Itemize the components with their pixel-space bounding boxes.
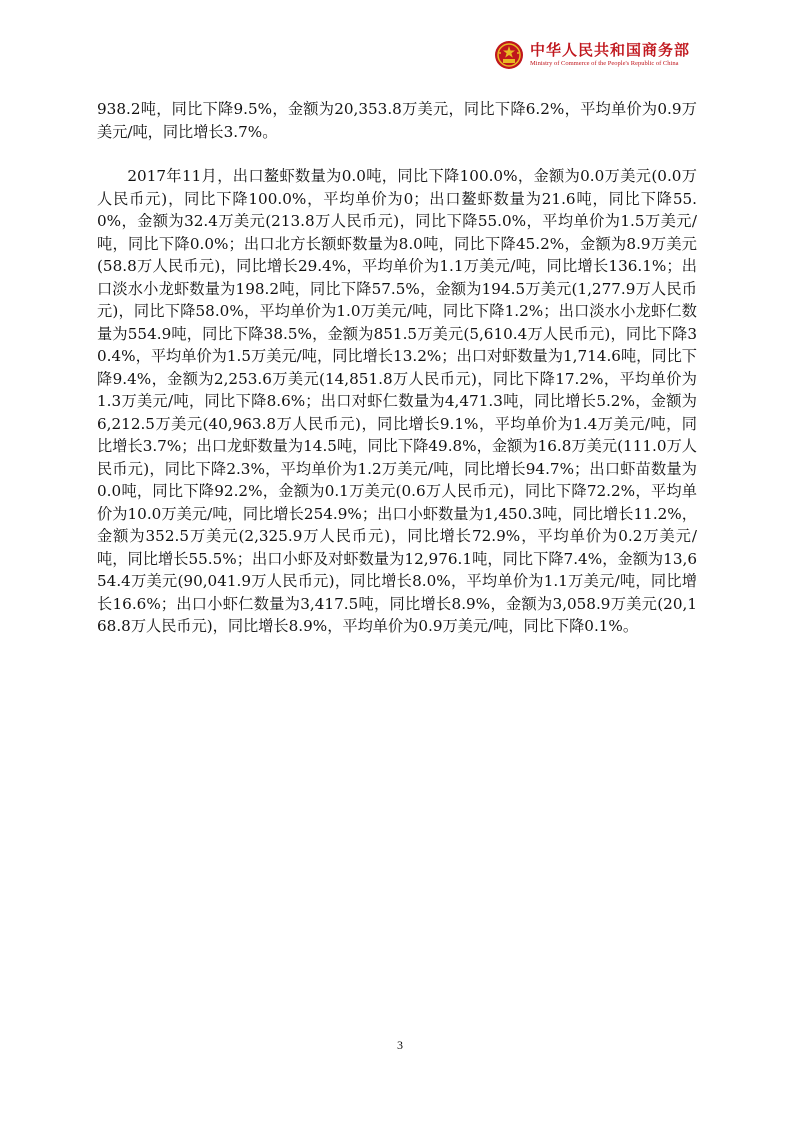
document-body: [97, 98, 697, 638]
paragraph-november-exports: 2017年11月，出口鳌虾数量为0.0吨，同比下降100.0%，金额为0.0万美元(0.0万人民币元)，同比下降100.0%，平均单价为0；出口鳌虾数量为21.6吨，同比下降55.0%，金额为32.4万美元(213.8万人民币元)，同比下降55.0%，平均单价为1.5万美元/吨，同比下降0.0%；出口北方长额虾数量为8.0吨，同比下降45.2%，金额为8.9万美元(58.8万人民币元)，同比增长29.4%，平均单价为1.1万美元/吨，同比增长136.1%；出口淡水小龙虾数量为198.2吨，同比下降57.5%，金额为194.5万美元(1,277.9万人民币元)，同比下降58.0%，平均单价为1.0万美元/吨，同比下降1.2%；出口淡水小龙虾仁数量为554.9吨，同比下降38.5%，金额为851.5万美元(5,610.4万人民币元)，同比下降30.4%，平均单价为1.5万美元/吨，同比增长13.2%；出口对虾数量为1,714.6吨，同比下降9.4%，金额为2,253.6万美元(14,851.8万人民币元)，同比下降17.2%，平均单价为1.3万美元/吨，同比下降8.6%；出口对虾仁数量为4,471.3吨，同比增长5.2%，金额为6,212.5万美元(40,963.8万人民币元)，同比增长9.1%，平均单价为1.4万美元/吨，同比增长3.7%；出口龙虾数量为14.5吨，同比下降49.8%，金额为16.8万美元(111.0万人民币元)，同比下降2.3%，平均单价为1.2万美元/吨，同比增长94.7%；出口虾苗数量为0.0吨，同比下降92.2%，金额为0.1万美元(0.6万人民币元)，同比下降72.2%，平均单价为10.0万美元/吨，同比增长254.9%；出口小虾数量为1,450.3吨，同比增长11.2%，金额为352.5万美元(2,325.9万人民币元)，同比增长72.9%，平均单价为0.2万美元/吨，同比增长55.5%；出口小虾及对虾数量为12,976.1吨，同比下降7.4%，金额为13,654.4万美元(90,041.9万人民币元)，同比增长8.0%，平均单价为1.1万美元/吨，同比增长16.6%；出口小虾仁数量为3,417.5吨，同比增长8.9%，金额为3,058.9万美元(20,168.8万人民币元)，同比增长8.9%，平均单价为0.9万美元/吨，同比下降0.1%。: [97, 167, 697, 635]
org-name-en: Ministry of Commerce of the People's Republic of China: [529, 59, 679, 67]
national-emblem-icon: [494, 40, 524, 70]
page-header: [494, 40, 690, 70]
paragraph-continued: 938.2吨，同比下降9.5%，金额为20,353.8万美元，同比下降6.2%，平均单价为0.9万美元/吨，同比增长3.7%。: [97, 100, 697, 141]
page-number: 3: [397, 1038, 403, 1052]
header-text-block: [529, 40, 690, 68]
org-name-cn: 中华人民共和国商务部: [529, 40, 690, 59]
paragraph-gap: [97, 143, 697, 165]
